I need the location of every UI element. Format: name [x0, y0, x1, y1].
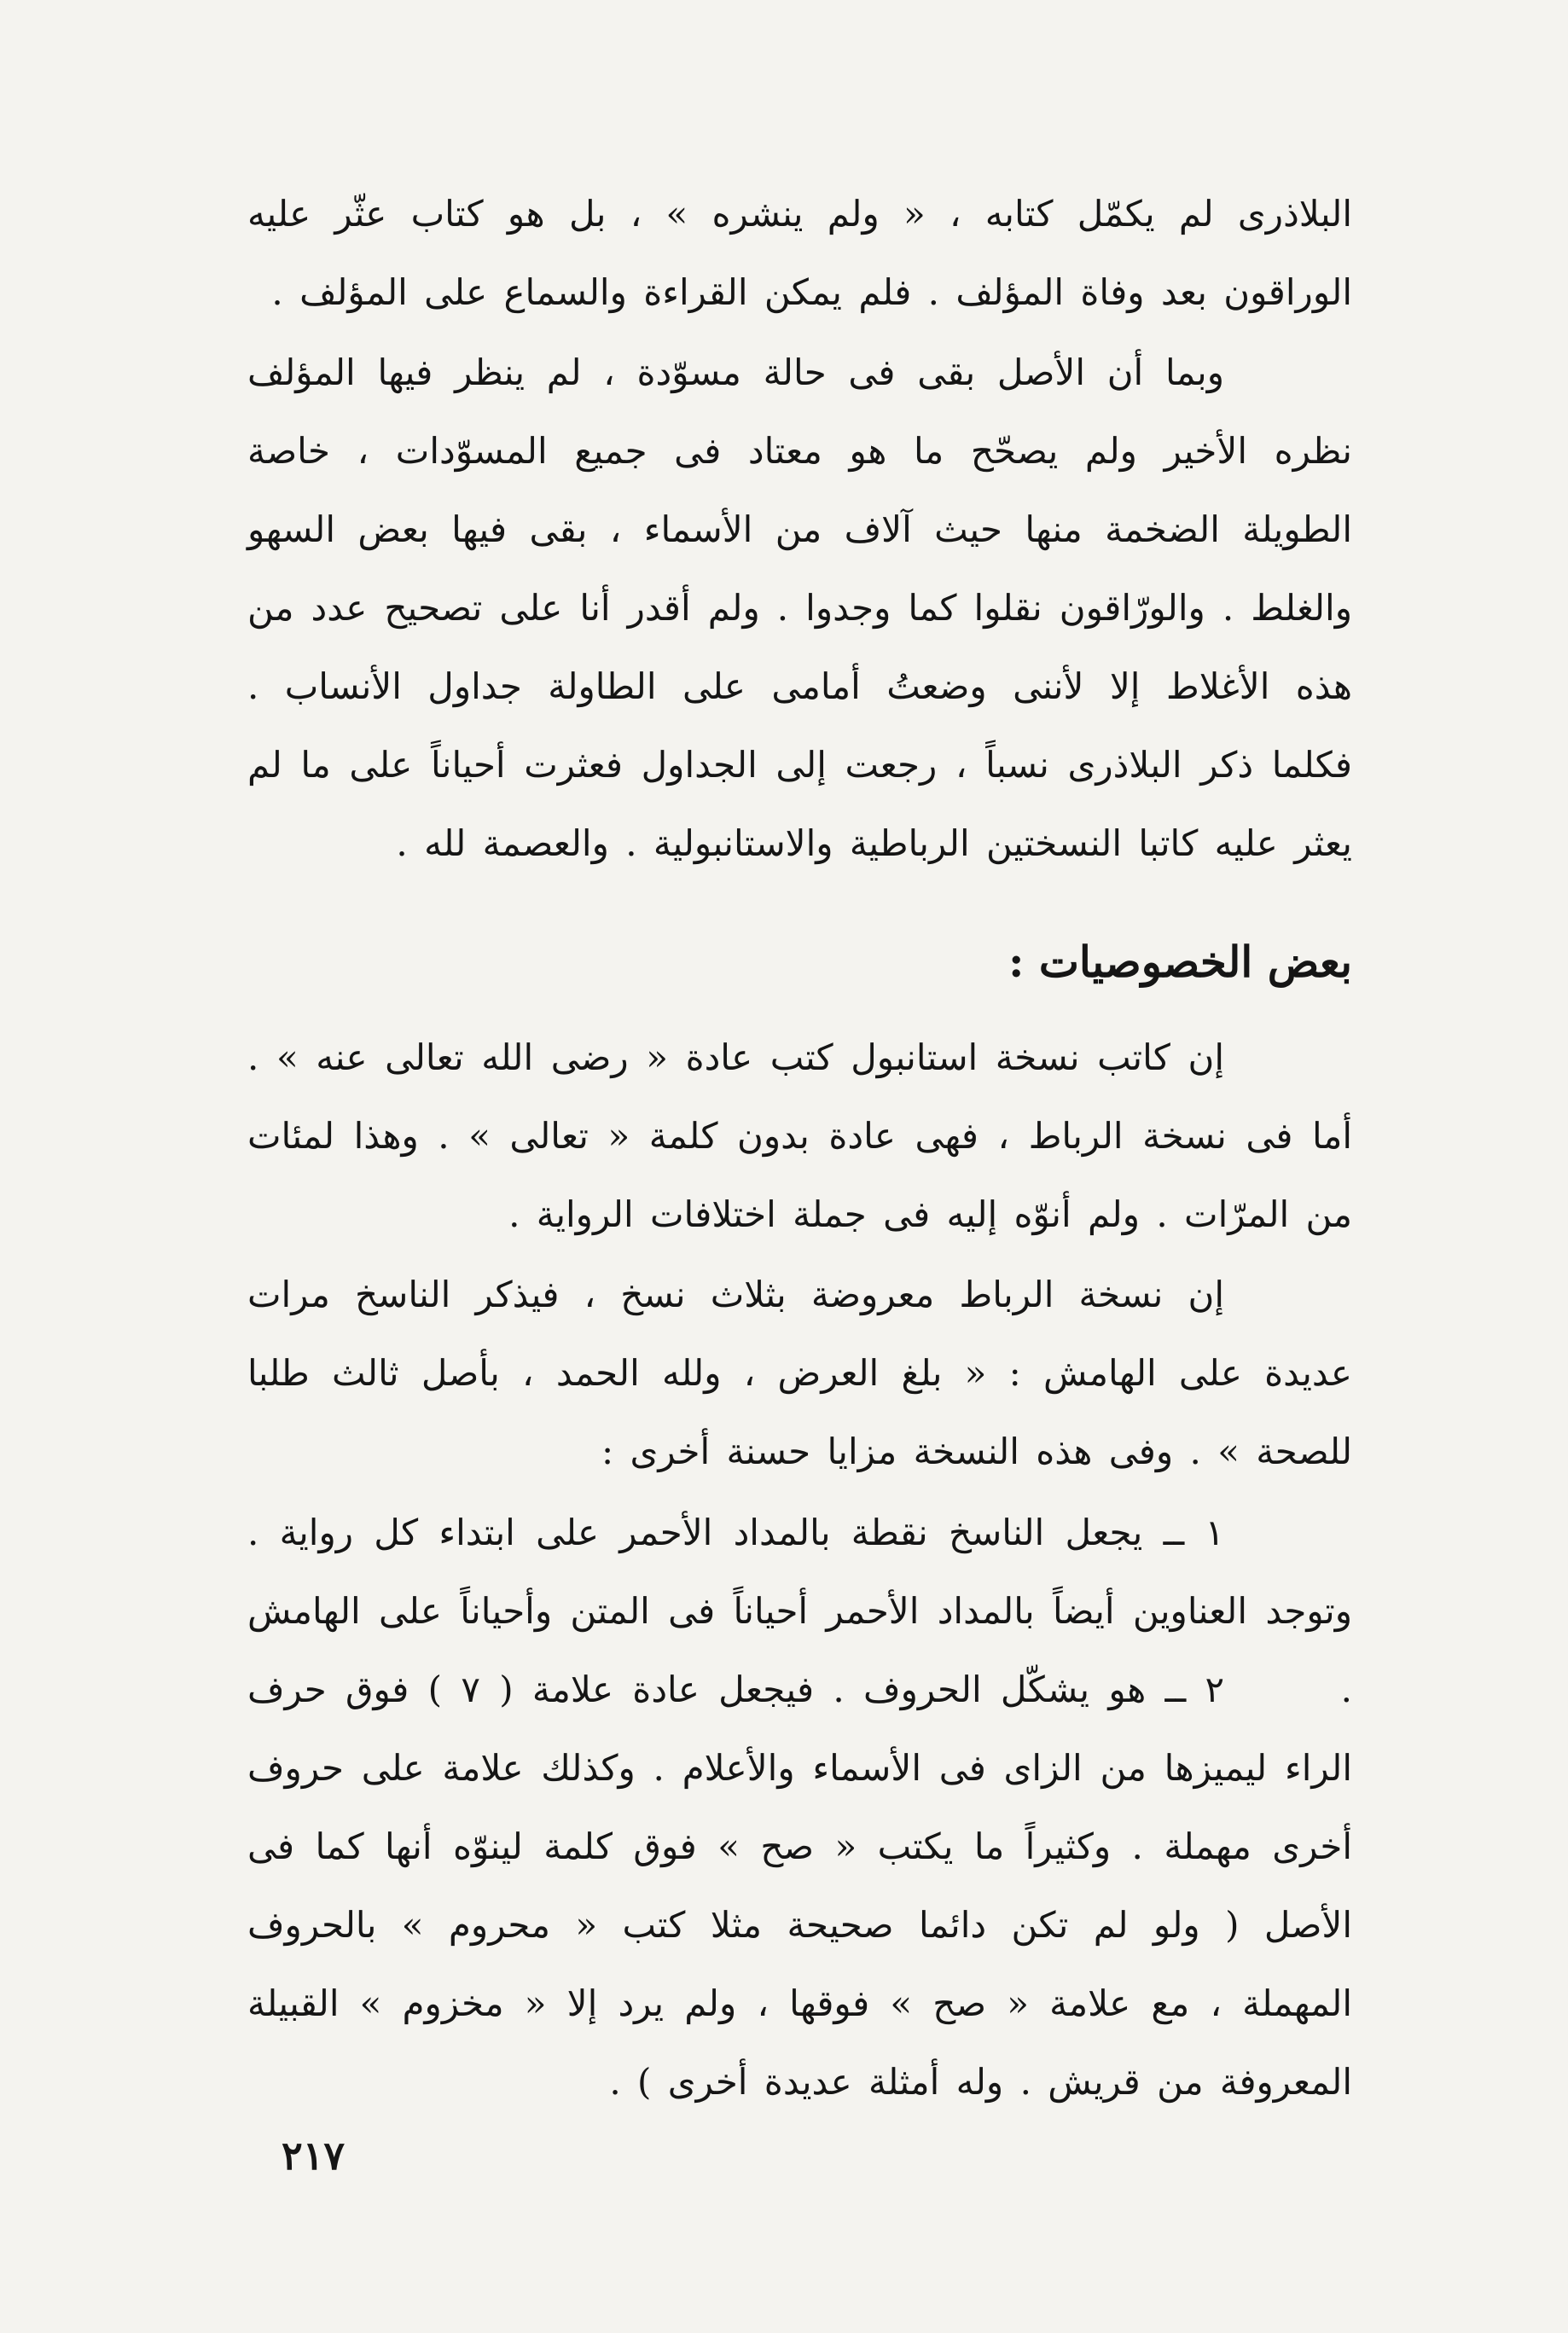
paragraph-text: ٢ ــ هو يشكّل الحروف . فيجعل عادة علامة ( ٧ ) فوق حرف الراء ليميزها من الزاى فى الأسماء والأعلام . وكذلك علامة على حروف أخرى مهملة . وكثيراً ما يكتب « صح » فوق كلمة لينوّه أنها كما فى الأصل ( ولو لم تكن دائما صحيحة مثلا كتب « محروم » بالحروف المهملة ، مع علامة « صح » فوقها ، ولم يرد إلا « مخزوم » القبيلة المعروفة من قريش . وله أمثلة عديدة أخرى ) .	[247, 1669, 1352, 2103]
paragraph-text: البلاذرى لم يكمّل كتابه ، « ولم ينشره » ، بل هو كتاب عثّر عليه الوراقون بعد وفاة المؤلف . فلم يمكن القراءة والسماع على المؤلف .	[247, 193, 1352, 313]
paragraph-rabat-copy	[247, 1256, 1352, 1491]
paragraph-istanbul-copy	[247, 1019, 1352, 1254]
paragraph-author-incomplete-book	[247, 175, 1352, 332]
list-item-letter-marks	[247, 1651, 1352, 2121]
paragraph-text: وبما أن الأصل بقى فى حالة مسوّدة ، لم ينظر فيها المؤلف نظره الأخير ولم يصحّح ما هو معتاد فى جميع المسوّدات ، خاصة الطويلة الضخمة منها حيث آلاف من الأسماء ، بقى فيها بعض السهو والغلط . والورّاقون نقلوا كما وجدوا . ولم أقدر أنا على تصحيح عدد من هذه الأغلاط إلا لأننى وضعتُ أمامى على الطاولة جداول الأنساب . فكلما ذكر البلاذرى نسباً ، رجعت إلى الجداول فعثرت أحياناً على ما لم يعثر عليه كاتبا النسختين الرباطية والاستانبولية . والعصمة لله .	[247, 351, 1352, 864]
paragraph-draft-errors	[247, 334, 1352, 883]
page-number: ٢١٧	[282, 2133, 346, 2179]
paragraph-text: إن كاتب نسخة استانبول كتب عادة « رضى الله تعالى عنه » . أما فى نسخة الرباط ، فهى عادة بدون كلمة « تعالى » . وهذا لمئات من المرّات . ولم أنوّه إليه فى جملة اختلافات الرواية .	[247, 1036, 1352, 1235]
paragraph-text: إن نسخة الرباط معروضة بثلاث نسخ ، فيذكر الناسخ مرات عديدة على الهامش : « بلغ العرض ، ولله الحمد ، بأصل ثالث طلبا للصحة » . وفى هذه النسخة مزايا حسنة أخرى :	[247, 1274, 1352, 1472]
section-heading: بعض الخصوصيات :	[1008, 937, 1352, 987]
paragraph-text: ١ ــ يجعل الناسخ نقطة بالمداد الأحمر على ابتداء كل رواية . وتوجد العناوين أيضاً بالمداد الأحمر أحياناً فى المتن وأحياناً على الهامش .	[247, 1512, 1352, 1710]
